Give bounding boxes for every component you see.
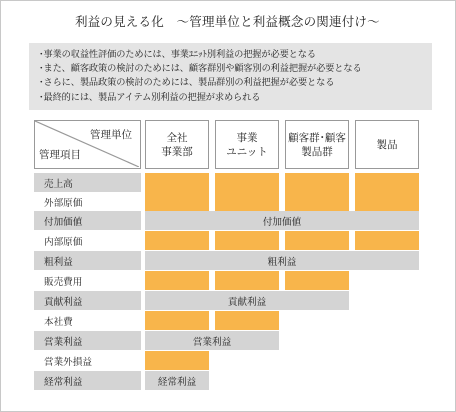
header-management-unit: 管理単位 <box>90 129 132 141</box>
cell-sales-customer <box>285 173 349 192</box>
cell-external-cost-product <box>355 192 419 211</box>
cell-internal-cost-company <box>145 231 209 250</box>
notes-box <box>29 43 432 110</box>
cell-internal-cost-business-unit <box>215 231 279 250</box>
note-line: ･また、顧客政策の検討のためには、顧客群別や顧客別の利益把握が必要となる <box>39 63 362 75</box>
cell-selling-expense-customer <box>285 271 349 290</box>
row-label-sales: 売上高 <box>34 173 141 192</box>
row-label-selling-expense: 販売費用 <box>44 276 83 288</box>
row-label-external-cost: 外部原価 <box>44 197 83 209</box>
row-label-contribution-profit: 貢献利益 <box>34 291 141 310</box>
column-header-company-division: 全社 事業部 <box>145 120 209 169</box>
cell-internal-cost-customer <box>285 231 349 250</box>
row-label-value-added: 付加価値 <box>34 211 141 230</box>
column-header-product: 製品 <box>355 120 419 169</box>
note-line: ･事業の収益性評価のためには、事業ﾕﾆｯﾄ別利益の把握が必要となる <box>39 49 316 60</box>
row-label-operating-profit: 営業利益 <box>34 331 141 350</box>
row-label-head-office-cost: 本社費 <box>44 316 73 328</box>
note-line: ･最終的には、製品アイテム別利益の把握が求められる <box>39 91 261 103</box>
merged-value-added: 付加価値 <box>145 211 419 230</box>
cell-external-cost-customer <box>285 192 349 211</box>
header-management-item: 管理項目 <box>39 149 81 161</box>
cell-external-cost-company <box>145 192 209 211</box>
cell-internal-cost-product <box>355 231 419 250</box>
note-line: ･さらに、製品政策の検討のためには、製品群別の利益把握が必要となる <box>39 77 335 89</box>
merged-gross-profit: 粗利益 <box>145 251 419 270</box>
row-label-ordinary-profit: 経常利益 <box>34 371 141 390</box>
cell-external-cost-business-unit <box>215 192 279 211</box>
cell-sales-business-unit <box>215 173 279 192</box>
header-corner-cell <box>34 120 141 169</box>
row-label-gross-profit: 粗利益 <box>34 251 141 270</box>
cell-selling-expense-company <box>145 271 209 290</box>
merged-ordinary-profit: 経常利益 <box>145 371 209 390</box>
column-header-business-unit: 事業 ユニット <box>215 120 279 169</box>
cell-sales-company <box>145 173 209 192</box>
cell-sales-product <box>355 173 419 192</box>
cell-selling-expense-business-unit <box>215 271 279 290</box>
row-label-non-operating: 営業外損益 <box>44 356 92 368</box>
merged-contribution-profit: 貢献利益 <box>145 291 349 310</box>
diagram-title: 利益の見える化 ～管理単位と利益概念の関連付け～ <box>75 14 380 29</box>
cell-head-office-cost-business-unit <box>215 311 279 330</box>
cell-non-operating-company <box>145 351 209 370</box>
merged-operating-profit: 営業利益 <box>145 331 279 350</box>
column-header-customer-product-group: 顧客群･顧客 製品群 <box>285 120 349 169</box>
row-label-internal-cost: 内部原価 <box>44 236 83 248</box>
cell-head-office-cost-company <box>145 311 209 330</box>
